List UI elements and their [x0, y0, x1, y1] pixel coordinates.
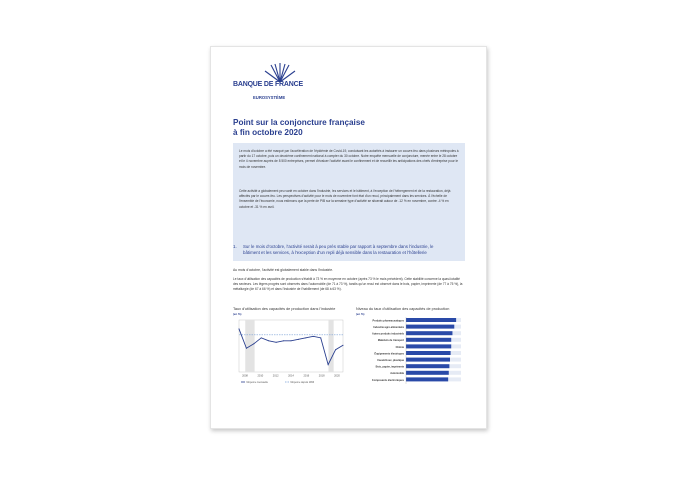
chart1-x-tick: 2016 [303, 374, 310, 378]
chart1-unit: (en %) [233, 311, 242, 316]
chart2-unit: (en %) [356, 311, 365, 316]
chart2-category-label: Bois, papier, imprimerie [375, 365, 404, 369]
chart1-point [276, 341, 277, 342]
brand-subtitle: EUROSYSTÈME [253, 95, 286, 100]
chart1-x-tick: 2020 [334, 374, 340, 378]
section-number: 1. [233, 244, 237, 249]
summary-paragraph-1: Le mois d'octobre a été marqué par l'accélération de l'épidémie de Covid-19, conduisant les autorités à instaurer un couvre-feu dans plusieurs métropoles à partir du 17 octobre, puis un deuxième confinement national à compter du 30 octobre. Notre enquête mensuelle de conjoncture, menée entre le 28 octobre et le 4 novembre auprès de 8 500 entreprises, permet d'évaluer l'activité avant le confinement et de recueillir les anticipations des chefs d'entreprise pour le mois de novembre. [239, 149, 459, 169]
chart2-bar [406, 331, 452, 335]
chart1-plot [233, 316, 351, 396]
chart1-point [268, 340, 269, 341]
chart2-category-label: Produits pharmaceutiques [372, 318, 404, 322]
chart2-bar [406, 324, 454, 328]
chart1-point [328, 364, 329, 365]
chart2-category-label: Composants électroniques [371, 378, 404, 382]
chart1-point [283, 340, 284, 341]
document-page [210, 46, 487, 429]
chart2-category-label: Chimie [395, 345, 404, 349]
body-paragraph: Le taux d'utilisation des capacités de production s'établit à 73 % en moyenne en octobre (après 73 % le mois précédent). Cette stabilité concerne la quasi-totalité des secteurs. Les légers progrès sont observés dans l'automobile (de 71 à 73 %), tandis qu'un recul est observé dans le bois, papier, imprimerie (de 77 à 75 %), la métallurgie (de 67 à 66 %) et dans l'industrie de l'habillement (de 68 à 63 %). [233, 277, 463, 291]
chart1-point [246, 347, 247, 348]
chart1-x-tick: 2014 [288, 374, 294, 378]
chart2-title: Niveau du taux d'utilisation des capacités de production [356, 307, 450, 311]
capacity-line-chart [233, 307, 351, 407]
chart2-category-label: Matériels de transport [377, 338, 404, 342]
page-title [233, 118, 463, 137]
chart1-point [261, 337, 262, 338]
chart1-legend-label: Moyenne depuis 1996 [290, 380, 315, 384]
sunburst-emblem-icon [263, 61, 297, 83]
capacity-bar-chart [356, 307, 466, 407]
chart1-point [335, 349, 336, 350]
chart1-point [298, 338, 299, 339]
chart2-plot [356, 316, 466, 396]
chart1-point [239, 328, 240, 329]
intro-line: Au mois d'octobre, l'activité est globalement stable dans l'industrie. [233, 268, 334, 272]
chart1-x-tick: 2018 [318, 374, 325, 378]
chart2-category-label: Caoutchouc, plastique [377, 358, 404, 362]
chart1-point [253, 343, 254, 344]
section-text: Sur le mois d'octobre, l'activité serait à peu près stable par rapport à septembre dans l'industrie, le bâtiment et les services, à l'exception d'un repli déjà sensible dans la restauration et l'hôtellerie [243, 244, 434, 255]
chart1-shade [328, 320, 333, 372]
chart1-point [291, 340, 292, 341]
chart2-bar [406, 377, 448, 381]
chart1-x-tick: 2010 [257, 374, 264, 378]
chart2-category-label: Équipements électriques [374, 351, 404, 355]
chart1-title: Taux d'utilisation des capacités de production dans l'industrie [233, 307, 336, 311]
chart1-frame [239, 320, 343, 372]
title-line-1: Point sur la conjoncture française [233, 118, 365, 127]
chart1-point [313, 335, 314, 336]
chart1-point [320, 337, 321, 338]
chart2-bar [406, 357, 450, 361]
summary-paragraph-2: Cette activité a globalement peu varié en octobre dans l'industrie, les services et le bâtiment, à l'exception de l'hébergement et de la restauration, déjà affectés par le couvre-feu. Les perspectives d'activité pour le mois de novembre font état d'un recul, principalement dans les services. À l'échelle de l'ensemble de l'économie, nous estimons que la perte de PIB sur la semaine type d'activité se situerait autour de -12 % en novembre, contre -4 % en octobre et -31 % en avril. [239, 189, 451, 209]
chart2-bar [406, 337, 451, 341]
chart2-category-label: Autres produits industriels [372, 332, 404, 336]
chart1-x-tick: 2012 [272, 374, 279, 378]
chart2-bar [406, 351, 451, 355]
chart2-bar [406, 370, 449, 374]
chart2-category-label: Industrie agro-alimentaire [373, 325, 404, 329]
chart1-point [305, 337, 306, 338]
chart2-category-label: Automobile [390, 371, 404, 375]
chart2-bar [406, 318, 456, 322]
chart1-point [343, 344, 344, 345]
chart2-bar [406, 344, 451, 348]
brand-name: BANQUE DE FRANCE [233, 81, 303, 88]
banque-de-france-logo [233, 61, 353, 113]
chart2-bar [406, 364, 449, 368]
title-line-2: à fin octobre 2020 [233, 127, 303, 137]
chart1-x-tick: 2008 [242, 374, 248, 378]
chart1-legend-label: Moyenne mensuelle [246, 380, 268, 384]
